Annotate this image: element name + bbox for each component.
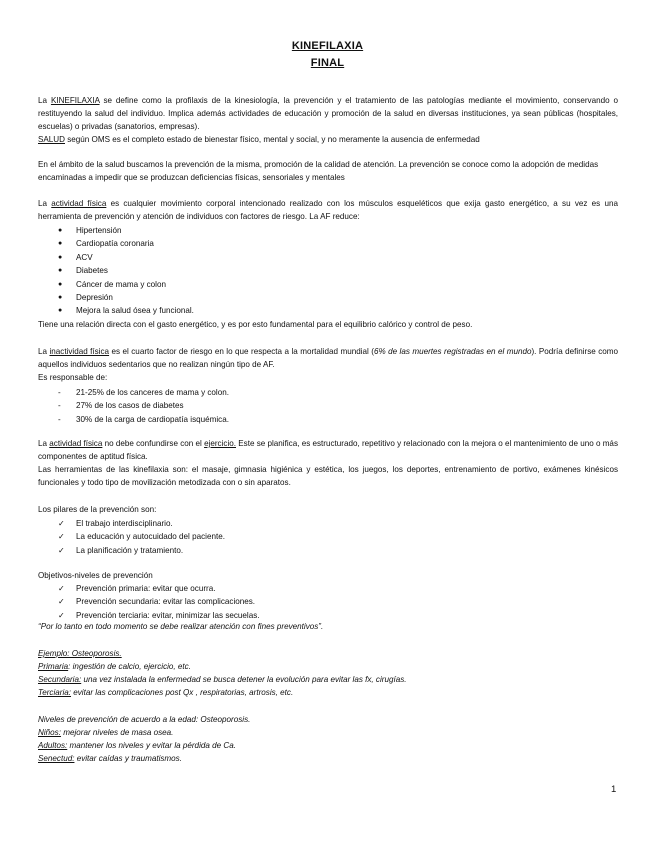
list-item: ● Diabetes (38, 264, 598, 277)
dash-marker: - (58, 401, 61, 411)
terciaria-label: Terciaria: (38, 687, 71, 697)
edad-heading: Niveles de prevención de acuerdo a la edad: Osteoporosis. (38, 715, 251, 724)
inactividad-paragraph: La inactividad física es el cuarto factor de riesgo en lo que respecta a la mortalidad mundial (6% de las muertes registradas en el mundo). Podría definirse como aquellos individuos sedentarios que no realizan ningún tipo de AF. Es responsable de: (38, 347, 618, 382)
intro-prefix: La (38, 96, 48, 105)
actividad-fisica-term-2: actividad física (49, 439, 103, 448)
list-item: - 21-25% de los canceres de mama y colon. (38, 386, 598, 399)
pilares-list (38, 517, 598, 557)
list-item: ● ACV (38, 251, 598, 264)
list-item: - 30% de la carga de cardiopatía isquémica. (38, 413, 598, 426)
check-icon: ✓ (58, 597, 65, 607)
intro-paragraph (38, 95, 618, 147)
mortality-statistic: 6% de las muertes registradas en el mundo (373, 347, 532, 356)
list-item: ● Mejora la salud ósea y funcional. (38, 304, 598, 317)
ejercicio-term: ejercicio. (204, 439, 236, 448)
check-icon: ✓ (58, 545, 65, 555)
actividad-fisica-term: actividad física (51, 199, 107, 208)
ejercicio-paragraph: La actividad física no debe confundirse con el ejercicio. Este se planifica, es estructurado, repetitivo y relacionado con la mejora o el mantenimiento de uno o más componentes de aptitud física. Las herramientas de las kinefilaxia son: el masaje, gimnasia higiénica y estética, los juegos, los deportes, entrenamiento de portivo, exámenes kinésicos funcionales y todo tipo de movilización metodizada con o sin aparatos. (38, 439, 618, 487)
list-item: ● Cáncer de mama y colon (38, 278, 598, 291)
inactividad-term: inactividad física (49, 347, 110, 356)
bullet-icon: ● (58, 253, 63, 261)
dash-marker: - (58, 388, 61, 397)
actividad-fisica-text: es cualquier movimiento corporal intencionado realizado con los músculos esqueléticos que exija gasto energético, a su vez es una herramienta de prevención y atención de individuos con factores de riesgo. La AF reduce: (38, 199, 618, 221)
check-icon: ✓ (58, 519, 65, 528)
ejemplo-heading: Ejemplo: Osteoporosis. (38, 649, 122, 658)
check-icon: ✓ (58, 532, 65, 542)
herramientas-text: Las herramientas de las kinefilaxia son: el masaje, gimnasia higiénica y estética, los juegos, los deportes, entrenamiento de portivo, exámenes kinésicos funcionales y todo tipo de movilización metodizada con o sin aparatos. (38, 464, 618, 487)
page-number: 1 (611, 784, 617, 795)
list-item: ✓ Prevención secundaria: evitar las complicaciones. (38, 595, 598, 608)
bullet-icon: ● (58, 240, 63, 248)
list-item: ✓ El trabajo interdisciplinario. (38, 517, 598, 530)
secundaria-label: Secundaria: (38, 674, 82, 684)
list-item: ✓ Prevención terciaria: evitar, minimizar las secuelas. (38, 609, 598, 622)
edad-block: Niveles de prevención de acuerdo a la edad: Osteoporosis. Niños: mejorar niveles de masa osea. Adultos: mantener los niveles y evitar la pérdida de Ca. Senectud: evitar caídas y traumatismos. (38, 715, 251, 763)
list-item: ✓ Prevención primaria: evitar que ocurra. (38, 582, 598, 595)
list-item: ● Hipertensión (38, 224, 598, 237)
ninos-label: Niños: (38, 727, 61, 737)
af-closing-text: Tiene una relación directa con el gasto energético, y es por esto fundamental para el equilibrio calórico y control de peso. (38, 320, 473, 329)
list-item: - 27% de los casos de diabetes (38, 399, 598, 412)
bullet-icon: ● (58, 267, 63, 275)
senectud-label: Senectud: (38, 753, 75, 763)
pilares-heading: Los pilares de la prevención son: (38, 505, 157, 514)
objetivos-heading: Objetivos-niveles de prevención (38, 571, 153, 580)
list-item: ✓ La educación y autocuidado del paciente. (38, 530, 598, 543)
kinefilaxia-term: KINEFILAXIA (50, 96, 100, 105)
actividad-fisica-paragraph: La actividad física es cualquier movimiento corporal intencionado realizado con los músculos esqueléticos que exija gasto energético, a su vez es una herramienta de prevención y atención de individuos con factores de riesgo. La AF reduce: (38, 199, 618, 221)
document-subtitle: FINAL (310, 57, 345, 69)
salud-definition: según OMS es el completo estado de bienestar físico, mental y social, y no meramente la ausencia de enfermedad (67, 134, 480, 144)
document-title: KINEFILAXIA (291, 40, 364, 52)
primaria-label: Primaria (38, 661, 69, 671)
list-item: ✓ La planificación y tratamiento. (38, 544, 598, 557)
ejemplo-block: Ejemplo: Osteoporosis. Primaria: ingestión de calcio, ejercicio, etc. Secundaria: una vez instalada la enfermedad se busca detener la evolución para evitar las fx, cirugías. Terciaria: evitar las complicaciones post Qx , respiratorias, artrosis, etc. (38, 649, 407, 697)
list-item: ● Cardiopatía coronaria (38, 237, 598, 250)
responsable-label: Es responsable de: (38, 372, 108, 382)
check-icon: ✓ (58, 610, 65, 620)
objetivos-list (38, 582, 598, 622)
kinefilaxia-definition: se define como la profilaxis de la kinesiología, la prevención y el tratamiento de las patologías mediante el movimiento, conservando o restituyendo la salud del individuo. Implica además actividades de educación y promoción de la salud en diversas instituciones, ya sean públicas (hospitales, escuelas) o privadas (sanatorios, empresas). (38, 96, 619, 131)
adultos-label: Adultos: (38, 740, 68, 750)
dash-marker: - (58, 414, 61, 424)
bullet-icon: ● (58, 227, 63, 234)
bullet-icon: ● (58, 280, 63, 288)
bullet-icon: ● (58, 294, 63, 302)
list-item: ● Depresión (38, 291, 598, 304)
af-reduce-list (38, 224, 598, 318)
preventive-quote: “Por lo tanto en todo momento se debe realizar atención con fines preventivos”. (38, 622, 324, 631)
prevention-paragraph: En el ámbito de la salud buscamos la prevención de la misma, promoción de la calidad de atención. La prevención se conoce como la adopción de medidas encaminadas a impedir que se produzcan deficiencias físicas, sensoriales y mentales (38, 160, 599, 182)
bullet-icon: ● (58, 307, 63, 315)
check-icon: ✓ (58, 584, 65, 593)
salud-term: SALUD (38, 134, 65, 144)
responsable-list (38, 386, 598, 426)
